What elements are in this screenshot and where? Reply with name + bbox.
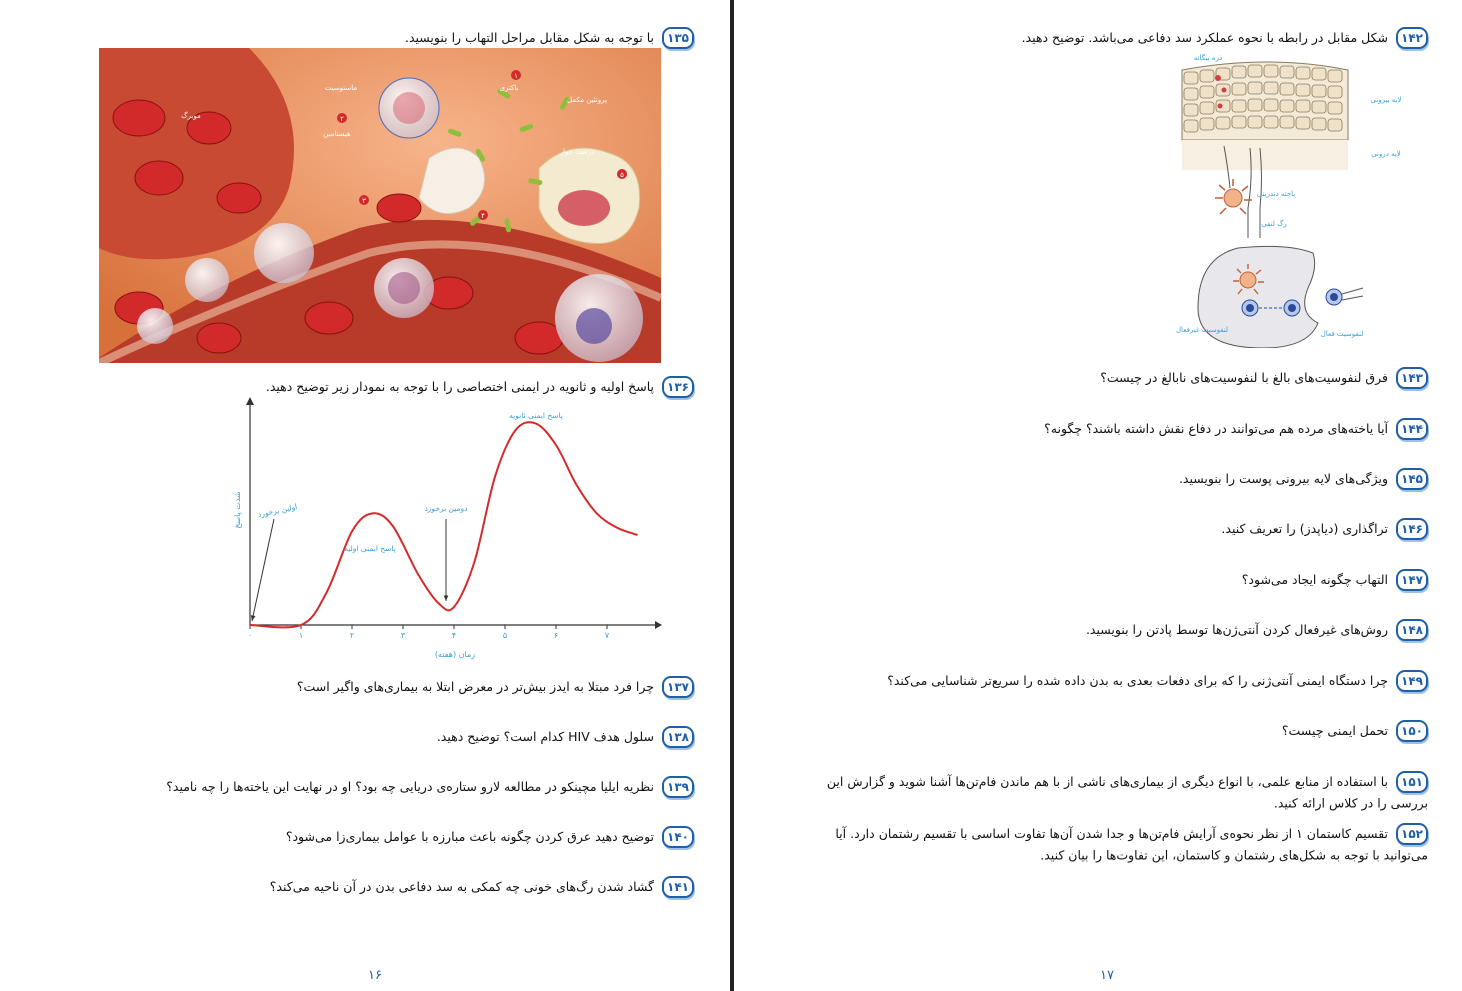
question-138 <box>54 726 694 748</box>
question-text: با توجه به شکل مقابل مراحل التهاب را بنویسید. <box>404 30 655 45</box>
question-number-badge: ۱۵۰ <box>1396 720 1428 742</box>
question-148 <box>788 619 1428 641</box>
label-macrophage: درشت خوار <box>559 148 595 156</box>
x-tick-label: ۷ <box>604 631 610 640</box>
annotation-label: دومین برخورد <box>424 504 468 513</box>
annotation-label: پاسخ ایمنی اولیه <box>344 544 396 553</box>
question-number-badge: ۱۴۹ <box>1396 670 1428 692</box>
skin-defense-illustration <box>1168 48 1438 348</box>
question-number-badge: ۱۳۸ <box>662 726 694 748</box>
question-137 <box>54 676 694 698</box>
question-141 <box>54 876 694 898</box>
response-curve <box>250 422 638 627</box>
question-number-badge: ۱۴۵ <box>1396 468 1428 490</box>
chart-annotations <box>251 411 563 621</box>
question-150 <box>788 720 1428 742</box>
x-tick-label: ۰ <box>247 631 253 640</box>
question-number-badge: ۱۵۱ <box>1396 771 1428 793</box>
question-text: چرا فرد مبتلا به ایدز بیش‌تر در معرض ابتلا به بیماری‌های واگیر است؟ <box>296 679 655 694</box>
question-139 <box>54 776 694 798</box>
question-number-badge: ۱۴۲ <box>1396 27 1428 49</box>
question-number-badge: ۱۴۸ <box>1396 619 1428 641</box>
x-tick-label: ۲ <box>349 631 355 640</box>
question-number-badge: ۱۴۶ <box>1396 518 1428 540</box>
question-text: شکل مقابل در رابطه با نحوه عملکرد سد دفاعی می‌باشد. توضیح دهید. <box>1021 30 1389 45</box>
question-number-badge: ۱۳۹ <box>662 776 694 798</box>
label-bacteria: باکتری <box>499 84 519 92</box>
label-inactive-lymphocyte: لنفوسیت غیرفعال <box>1175 326 1229 334</box>
question-140 <box>54 826 694 848</box>
page-number: ۱۷ <box>1100 968 1114 983</box>
question-text: توضیح دهید عرق کردن چگونه باعث مبارزه با عوامل بیماری‌زا می‌شود؟ <box>285 829 655 844</box>
question-text: تحمل ایمنی چیست؟ <box>1281 723 1389 738</box>
question-text: فرق لنفوسیت‌های بالغ با لنفوسیت‌های نابالغ در چیست؟ <box>1100 370 1389 385</box>
marker-5: ۵ <box>620 171 624 179</box>
question-147 <box>788 569 1428 591</box>
outer-skin-layer <box>1182 62 1348 140</box>
question-number-badge: ۱۳۷ <box>662 676 694 698</box>
question-number-badge: ۱۴۴ <box>1396 418 1428 440</box>
question-number-badge: ۱۴۳ <box>1396 367 1428 389</box>
question-number-badge: ۱۳۶ <box>662 376 694 398</box>
question-143 <box>788 367 1428 389</box>
immune-response-chart <box>230 395 670 665</box>
x-axis-title: زمان (هفته) <box>434 650 476 659</box>
annotation-label: پاسخ ایمنی ثانویه <box>509 411 563 420</box>
marker-2: ۲ <box>340 115 344 123</box>
question-text: آیا یاخته‌های مرده هم می‌توانند در دفاع نقش داشته باشند؟ چگونه؟ <box>1044 421 1389 436</box>
marker-4: ۴ <box>481 212 485 220</box>
label-histamine: هیستامین <box>323 130 351 138</box>
page-number: ۱۶ <box>368 968 382 983</box>
x-tick-label: ۳ <box>400 631 406 640</box>
question-text: روش‌های غیرفعال کردن آنتی‌ژن‌ها توسط پادتن را بنویسید. <box>1085 622 1389 637</box>
dendritic-cell <box>1215 179 1252 214</box>
right-page <box>734 0 1462 991</box>
annotation-arrow <box>252 519 274 621</box>
left-page <box>0 0 730 991</box>
question-135 <box>54 27 694 49</box>
label-foreign-particle: ذره بیگانه <box>1193 54 1223 62</box>
question-text: پاسخ اولیه و ثانویه در ایمنی اختصاصی را با توجه به نمودار زیر توضیح دهید. <box>265 379 655 394</box>
question-152 <box>818 823 1428 866</box>
marker-3: ۳ <box>362 197 366 205</box>
x-tick-label: ۶ <box>553 631 559 640</box>
label-mast-cell: ماستوسیت <box>324 84 358 92</box>
question-number-badge: ۱۴۱ <box>662 876 694 898</box>
x-tick-labels <box>248 625 610 640</box>
label-dendritic-cell: یاخته دندریتی <box>1256 190 1296 198</box>
question-145 <box>788 468 1428 490</box>
question-149 <box>788 670 1428 692</box>
question-text: چرا دستگاه ایمنی آنتی‌ژنی را که برای دفعات بعدی به بدن داده شده را سریع‌تر شناسایی می‌کند؟ <box>887 673 1389 688</box>
x-tick-label: ۴ <box>451 631 457 640</box>
label-complement: پروتئین مکمل <box>567 96 607 104</box>
x-tick-label: ۱ <box>298 631 304 640</box>
label-inner-layer: لایه درونی <box>1371 150 1401 158</box>
question-text: با استفاده از منابع علمی، با انواع دیگری از بیماری‌های ناشی از با هم ماندن فام‌تن‌ها آشنا شوید و گزارش این بررسی را در کلاس ارائه کنید. <box>826 774 1428 811</box>
question-144 <box>788 418 1428 440</box>
question-number-badge: ۱۴۰ <box>662 826 694 848</box>
annotation-arrowhead <box>444 595 449 601</box>
question-text: التهاب چگونه ایجاد می‌شود؟ <box>1241 572 1389 587</box>
question-146 <box>788 518 1428 540</box>
question-number-badge: ۱۵۲ <box>1396 823 1428 845</box>
question-text: گشاد شدن رگ‌های خونی چه کمکی به سد دفاعی بدن در آن ناحیه می‌کند؟ <box>269 879 655 894</box>
question-text: تقسیم کاستمان ۱ از نظر نحوه‌ی آرایش فام‌تن‌ها و جدا شدن آن‌ها تفاوت اساسی با تقسیم رشتمان دارد. آیا می‌توانید با توجه به شکل‌های رشتمان و کاستمان، این تفاوت‌ها را بیان کنید. <box>835 826 1428 863</box>
label-capillary: مویرگ <box>181 112 201 120</box>
question-number-badge: ۱۴۷ <box>1396 569 1428 591</box>
y-axis-title: شدت پاسخ <box>233 491 242 529</box>
question-142 <box>788 27 1428 49</box>
label-lymph-vessel: رگ لنفی <box>1261 220 1287 228</box>
question-151 <box>818 771 1428 814</box>
question-text: سلول هدف HIV کدام است؟ توضیح دهید. <box>436 729 655 744</box>
inflammation-illustration <box>99 48 661 363</box>
annotation-arrowhead <box>251 615 256 621</box>
question-text: ویژگی‌های لایه بیرونی پوست را بنویسید. <box>1178 471 1389 486</box>
label-outer-layer: لایه بیرونی <box>1370 96 1402 104</box>
label-active-lymphocyte: لنفوسیت فعال <box>1320 330 1364 338</box>
annotation-label: اولین برخورد <box>256 501 299 520</box>
x-tick-label: ۵ <box>502 631 508 640</box>
question-text: تراگذاری (دیاپدز) را تعریف کنید. <box>1221 521 1389 536</box>
marker-1: ۱ <box>514 72 518 80</box>
inner-skin-layer <box>1182 140 1348 170</box>
question-text: نظریه ایلیا مچینکو در مطالعه لارو ستاره‌ی دریایی چه بود؟ او در نهایت این یاخته‌ها را چه نامید؟ <box>166 779 655 794</box>
question-number-badge: ۱۳۵ <box>662 27 694 49</box>
